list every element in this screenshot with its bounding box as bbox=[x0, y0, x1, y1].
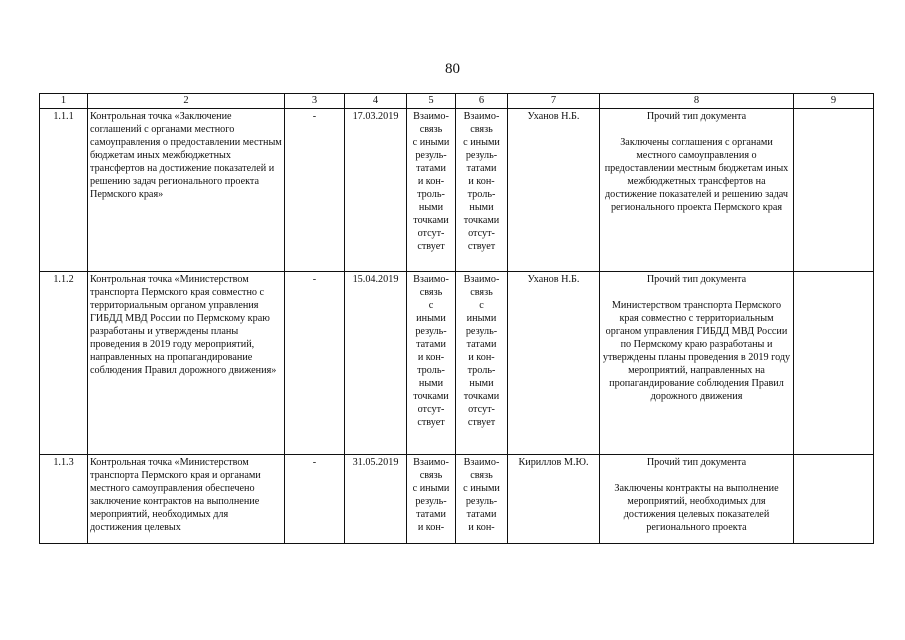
control-point-description: Контрольная точка «Заключение соглашений с органами местного самоуправления о предоставлении местным бюджетам иных межбюджетных трансфертов на достижение показателей и решению задач регионального проекта Пермского края» bbox=[88, 109, 285, 272]
link-line: татами bbox=[466, 163, 497, 174]
link-line: и кон- bbox=[468, 176, 495, 187]
table-row bbox=[40, 272, 874, 455]
link-line: точками bbox=[463, 215, 500, 226]
link-line: отсут- bbox=[468, 228, 495, 239]
link-line: связь bbox=[419, 124, 443, 135]
link-line: резуль- bbox=[465, 150, 498, 161]
page-number: 80 bbox=[445, 61, 460, 77]
row-number: 1.1.2 bbox=[40, 272, 88, 455]
link-line: с иными bbox=[463, 137, 500, 148]
link-line: отсут- bbox=[417, 228, 445, 239]
column-header: 2 bbox=[88, 94, 285, 109]
link-line: и кон- bbox=[417, 522, 445, 533]
document-description: Заключены контракты на выполнение мероприятий, необходимых для достижения целевых показателей регионального проекта bbox=[614, 483, 779, 533]
control-point-description: Контрольная точка «Министерством транспорта Пермского края и органами местного самоуправления обеспечено заключение контрактов на выполнение мероприятий, необходимых для достижения целевых bbox=[88, 455, 285, 544]
document-cell bbox=[600, 455, 794, 544]
link-line: троль- bbox=[467, 189, 496, 200]
due-date: 15.04.2019 bbox=[345, 272, 407, 455]
document-type: Прочий тип документа bbox=[646, 111, 747, 122]
link-line: Взаимо- bbox=[463, 457, 500, 468]
link-line: связь bbox=[470, 470, 493, 481]
link-line: Взаимо- bbox=[463, 274, 500, 285]
row-number: 1.1.1 bbox=[40, 109, 88, 272]
column-header: 8 bbox=[600, 94, 794, 109]
link-line: ными bbox=[469, 202, 494, 213]
link-line: Взаимо- bbox=[413, 274, 449, 285]
column-header: 9 bbox=[794, 94, 874, 109]
link-line: троль- bbox=[417, 189, 445, 200]
control-point-description: Контрольная точка «Министерством транспорта Пермского края совместно с территориальным органом управления ГИБДД МВД России по Пермскому краю разработаны и утверждены планы проведения в 2019 году мероприятий, направленных на пропагандирование соблюдения Правил дорожного движения» bbox=[88, 272, 285, 455]
column-9-value bbox=[794, 455, 874, 544]
link-line: и кон- bbox=[468, 352, 495, 363]
link-line: связь bbox=[419, 287, 443, 298]
link-line: и кон- bbox=[417, 176, 445, 187]
link-line: резуль- bbox=[465, 326, 498, 337]
link-line: Взаимо- bbox=[413, 457, 449, 468]
responsible-person: Кириллов М.Ю. bbox=[508, 455, 600, 544]
document-cell bbox=[600, 272, 794, 455]
link-line: с иными bbox=[463, 483, 500, 494]
column-3-value: - bbox=[285, 272, 345, 455]
column-3-value: - bbox=[285, 455, 345, 544]
link-line: ствует bbox=[467, 417, 496, 428]
link-line: и кон- bbox=[468, 522, 495, 533]
document-type: Прочий тип документа bbox=[646, 274, 747, 285]
column-9-value bbox=[794, 109, 874, 272]
link-line: татами bbox=[466, 339, 497, 350]
link-line: отсут- bbox=[417, 404, 445, 415]
column-9-value bbox=[794, 272, 874, 455]
document-description: Министерством транспорта Пермского края совместно с территориальным органом управления ГИБДД МВД России по Пермскому краю разработаны и утверждены планы проведения в 2019 году мероприятий, направленных на пропагандирование соблюдения Правил дорожного движения bbox=[602, 300, 791, 402]
link-line: татами bbox=[416, 509, 446, 520]
document-description: Заключены соглашения с органами местного самоуправления о предоставлении местным бюджетам иных межбюджетных трансфертов на достижение показателей и решению задач регионального проекта Пермского края bbox=[604, 137, 789, 213]
link-line: ными bbox=[418, 378, 444, 389]
link-line: точками bbox=[413, 391, 449, 402]
link-line: иными bbox=[416, 313, 446, 324]
column-3-value: - bbox=[285, 109, 345, 272]
link-line: отсут- bbox=[468, 404, 495, 415]
column-header: 4 bbox=[345, 94, 407, 109]
responsible-person: Уханов Н.Б. bbox=[508, 272, 600, 455]
link-line: с иными bbox=[412, 137, 450, 148]
table-row bbox=[40, 109, 874, 272]
column-header: 5 bbox=[407, 94, 456, 109]
link-line: ствует bbox=[467, 241, 496, 252]
document-table bbox=[39, 93, 874, 544]
link-line: ствует bbox=[417, 241, 445, 252]
column-header: 6 bbox=[456, 94, 508, 109]
link-line: татами bbox=[466, 509, 497, 520]
link-line: ными bbox=[418, 202, 444, 213]
due-date: 31.05.2019 bbox=[345, 455, 407, 544]
column-header: 7 bbox=[508, 94, 600, 109]
link-line: резуль- bbox=[415, 496, 447, 507]
link-line: связь bbox=[419, 470, 443, 481]
table-row bbox=[40, 455, 874, 544]
responsible-person: Уханов Н.Б. bbox=[508, 109, 600, 272]
link-control-points-cell bbox=[456, 109, 508, 272]
link-line: Взаимо- bbox=[413, 111, 449, 122]
link-line: иными bbox=[466, 313, 497, 324]
link-line: троль- bbox=[467, 365, 496, 376]
link-line: с иными bbox=[412, 483, 450, 494]
link-control-points-cell bbox=[456, 272, 508, 455]
link-line: резуль- bbox=[415, 150, 447, 161]
link-line: татами bbox=[416, 339, 446, 350]
link-control-points-cell bbox=[456, 455, 508, 544]
link-line: ными bbox=[469, 378, 494, 389]
column-header: 3 bbox=[285, 94, 345, 109]
link-results-cell bbox=[407, 272, 456, 455]
document-type: Прочий тип документа bbox=[646, 457, 747, 468]
link-line: ствует bbox=[417, 417, 445, 428]
link-line: татами bbox=[416, 163, 446, 174]
link-line: с bbox=[479, 300, 484, 311]
document-cell bbox=[600, 109, 794, 272]
link-line: резуль- bbox=[415, 326, 447, 337]
link-line: точками bbox=[413, 215, 449, 226]
table-header-row bbox=[40, 94, 874, 109]
link-results-cell bbox=[407, 109, 456, 272]
link-line: связь bbox=[470, 287, 493, 298]
link-line: с bbox=[428, 300, 434, 311]
link-line: Взаимо- bbox=[463, 111, 500, 122]
due-date: 17.03.2019 bbox=[345, 109, 407, 272]
link-line: связь bbox=[470, 124, 493, 135]
link-line: резуль- bbox=[465, 496, 498, 507]
column-header: 1 bbox=[40, 94, 88, 109]
link-line: точками bbox=[463, 391, 500, 402]
link-line: и кон- bbox=[417, 352, 445, 363]
row-number: 1.1.3 bbox=[40, 455, 88, 544]
link-line: троль- bbox=[417, 365, 445, 376]
link-results-cell bbox=[407, 455, 456, 544]
